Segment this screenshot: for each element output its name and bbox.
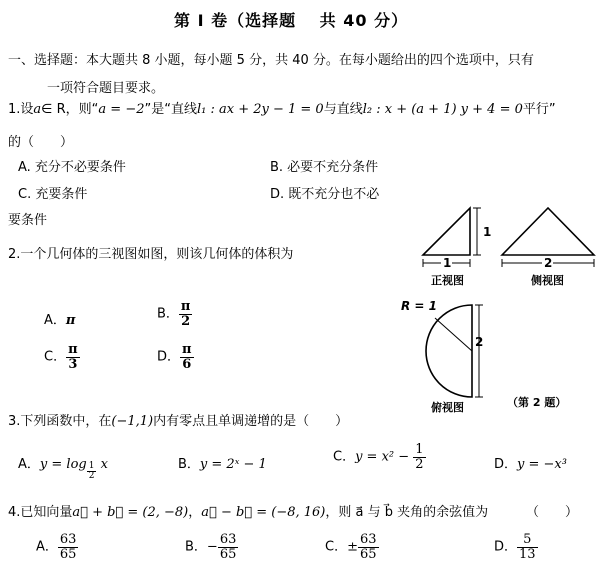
question-1-stem: [8, 98, 556, 117]
q2-option-c-den: 3: [68, 356, 78, 372]
q2-option-b: [157, 300, 192, 328]
q4-option-d-den: 13: [519, 546, 536, 562]
front-height-label: 1: [483, 225, 492, 239]
question-2-stem: 2.一个几何体的三视图如图，则该几何体的体积为: [8, 247, 294, 262]
q4-option-c-label: C．: [325, 539, 348, 555]
q2-option-c: [44, 343, 80, 371]
q3-option-a-base-num: 1: [88, 460, 95, 471]
q1-mid: ”是“直线: [144, 102, 197, 117]
q3-option-a-label: A．: [18, 457, 40, 472]
q1-option-d: D. 既不充分也不必: [270, 187, 380, 202]
q3-option-b: [178, 453, 267, 472]
q3-option-c-label: C．: [333, 449, 356, 465]
figure-caption: （第 2 题）: [507, 396, 567, 409]
q3-option-c-expr: y = x² −: [355, 449, 410, 465]
q4-option-d-fraction: [517, 533, 538, 561]
side-width-label: 2: [544, 256, 553, 270]
q2-option-a-value: π: [65, 313, 76, 328]
q1-option-c: C. 充要条件: [18, 187, 88, 202]
q4-option-a-fraction: [58, 533, 79, 561]
q4-option-a-den: 65: [59, 546, 77, 562]
q2-option-a: [44, 309, 75, 328]
q2-option-b-den: 2: [181, 313, 191, 329]
q3-option-a: [18, 453, 108, 481]
q4-stem-pre: 4.已知向量: [8, 505, 73, 520]
side-view-triangle: [502, 208, 594, 255]
question-4-stem: [8, 501, 488, 520]
q4-option-c: [325, 533, 379, 561]
q2-option-d-den: 6: [182, 356, 192, 372]
q4-comma: ，: [188, 505, 202, 520]
q2-option-b-label: B．: [157, 306, 179, 322]
q3-option-d-expr: y = −x³: [517, 457, 567, 472]
q4-option-d: [494, 533, 538, 561]
q4-option-b: [185, 533, 238, 561]
q4-eq1: a⃗ + b⃗ = (2, −8): [72, 505, 189, 520]
q3-option-d: [494, 453, 567, 472]
top-dim-label: 2: [475, 335, 484, 349]
q3-option-c-num: 1: [415, 442, 424, 457]
q4-option-b-den: 65: [219, 546, 237, 562]
front-width-label: 1: [443, 256, 452, 270]
q4-option-c-den: 65: [359, 546, 377, 562]
q4-answer-bracket: （ ）: [526, 505, 579, 520]
q2-option-d-num: π: [182, 342, 192, 357]
q2-option-d-fraction: [180, 343, 194, 371]
q4-option-b-fraction: [218, 533, 239, 561]
three-view-figure: [395, 200, 605, 415]
q4-option-c-sign: ±: [347, 539, 358, 555]
q3-option-b-expr: y = 2ˣ − 1: [199, 457, 267, 472]
q4-option-d-label: D．: [494, 539, 518, 555]
q3-stem-post: 内有零点且单调递增的是（ ）: [153, 414, 349, 429]
q1-option-d-continued: 要条件: [8, 213, 48, 228]
q1-mid2: 与直线: [323, 102, 363, 117]
q4-option-c-num: 63: [359, 532, 377, 547]
q3-option-c-fraction: [413, 443, 425, 471]
q3-stem-pre: 3.下列函数中，在: [8, 414, 112, 429]
q4-option-b-num: 63: [219, 532, 237, 547]
q3-option-b-label: B．: [178, 457, 200, 472]
q1-line-l1: l₁ : ax + 2y − 1 = 0: [196, 102, 324, 117]
q3-option-d-label: D．: [494, 457, 518, 472]
q2-option-c-num: π: [68, 342, 78, 357]
q4-eq2: a⃗ − b⃗ = (−8, 16): [201, 505, 326, 520]
q3-option-a-base: [87, 462, 97, 482]
q4-option-c-fraction: [358, 533, 379, 561]
q2-option-d: [157, 343, 194, 371]
q2-option-c-fraction: [66, 343, 80, 371]
q4-option-d-num: 5: [517, 533, 538, 548]
q1-option-b: B. 必要不充分条件: [270, 160, 379, 175]
page-title: 第 I 卷（选择题 共 40 分）: [174, 11, 409, 30]
q1-option-a: A. 充分不必要条件: [18, 160, 126, 175]
q2-option-b-num: π: [180, 299, 191, 314]
q1-prefix: 1.设: [8, 102, 34, 117]
q2-option-d-label: D．: [157, 349, 181, 365]
q2-option-a-label: A．: [44, 313, 66, 328]
front-view-label: 正视图: [431, 274, 464, 287]
instructions-line-2: 一项符合题目要求。: [47, 81, 165, 96]
q4-option-b-label: B．: [185, 539, 207, 555]
question-3-stem: [8, 410, 348, 429]
q1-line-l2: l₂ : x + (a + 1) y + 4 = 0: [362, 102, 523, 117]
top-view-semicircle: [426, 305, 472, 397]
q4-option-a-label: A．: [36, 539, 58, 555]
question-1-stem-line-2: 的（ ）: [8, 135, 74, 150]
q3-option-a-base-den: 2: [88, 471, 95, 481]
q2-option-b-fraction: [179, 300, 193, 328]
q3-interval: (−1,1): [111, 414, 154, 429]
q3-option-c: [333, 443, 426, 471]
instructions-line-1: 一、选择题：本大题共 8 小题，每小题 5 分，共 40 分。在每小题给出的四个选项中，只有: [8, 53, 534, 68]
q3-option-c-den: 2: [415, 456, 424, 472]
front-view-triangle: [423, 208, 470, 255]
side-view-label: 侧视图: [531, 274, 564, 287]
q3-option-a-expr: y = log: [39, 457, 87, 472]
q3-option-a-tail: x: [100, 457, 108, 472]
q4-option-a: [36, 533, 78, 561]
q2-option-c-label: C．: [44, 349, 67, 365]
q1-suffix: 平行”: [522, 102, 556, 117]
q4-option-a-num: 63: [59, 532, 77, 547]
top-view-label: 俯视图: [431, 401, 464, 414]
q1-in-r: ∈ R，则“: [41, 102, 99, 117]
radius-label: R = 1: [401, 299, 437, 313]
top-view-radius-line: [435, 318, 472, 351]
q1-condition: a = −2: [98, 102, 145, 117]
q4-option-b-sign: −: [206, 539, 218, 555]
q4-stem-post: ，则 a⃗ 与 b⃗ 夹角的余弦值为: [325, 505, 489, 520]
q1-var-a: a: [33, 102, 42, 117]
